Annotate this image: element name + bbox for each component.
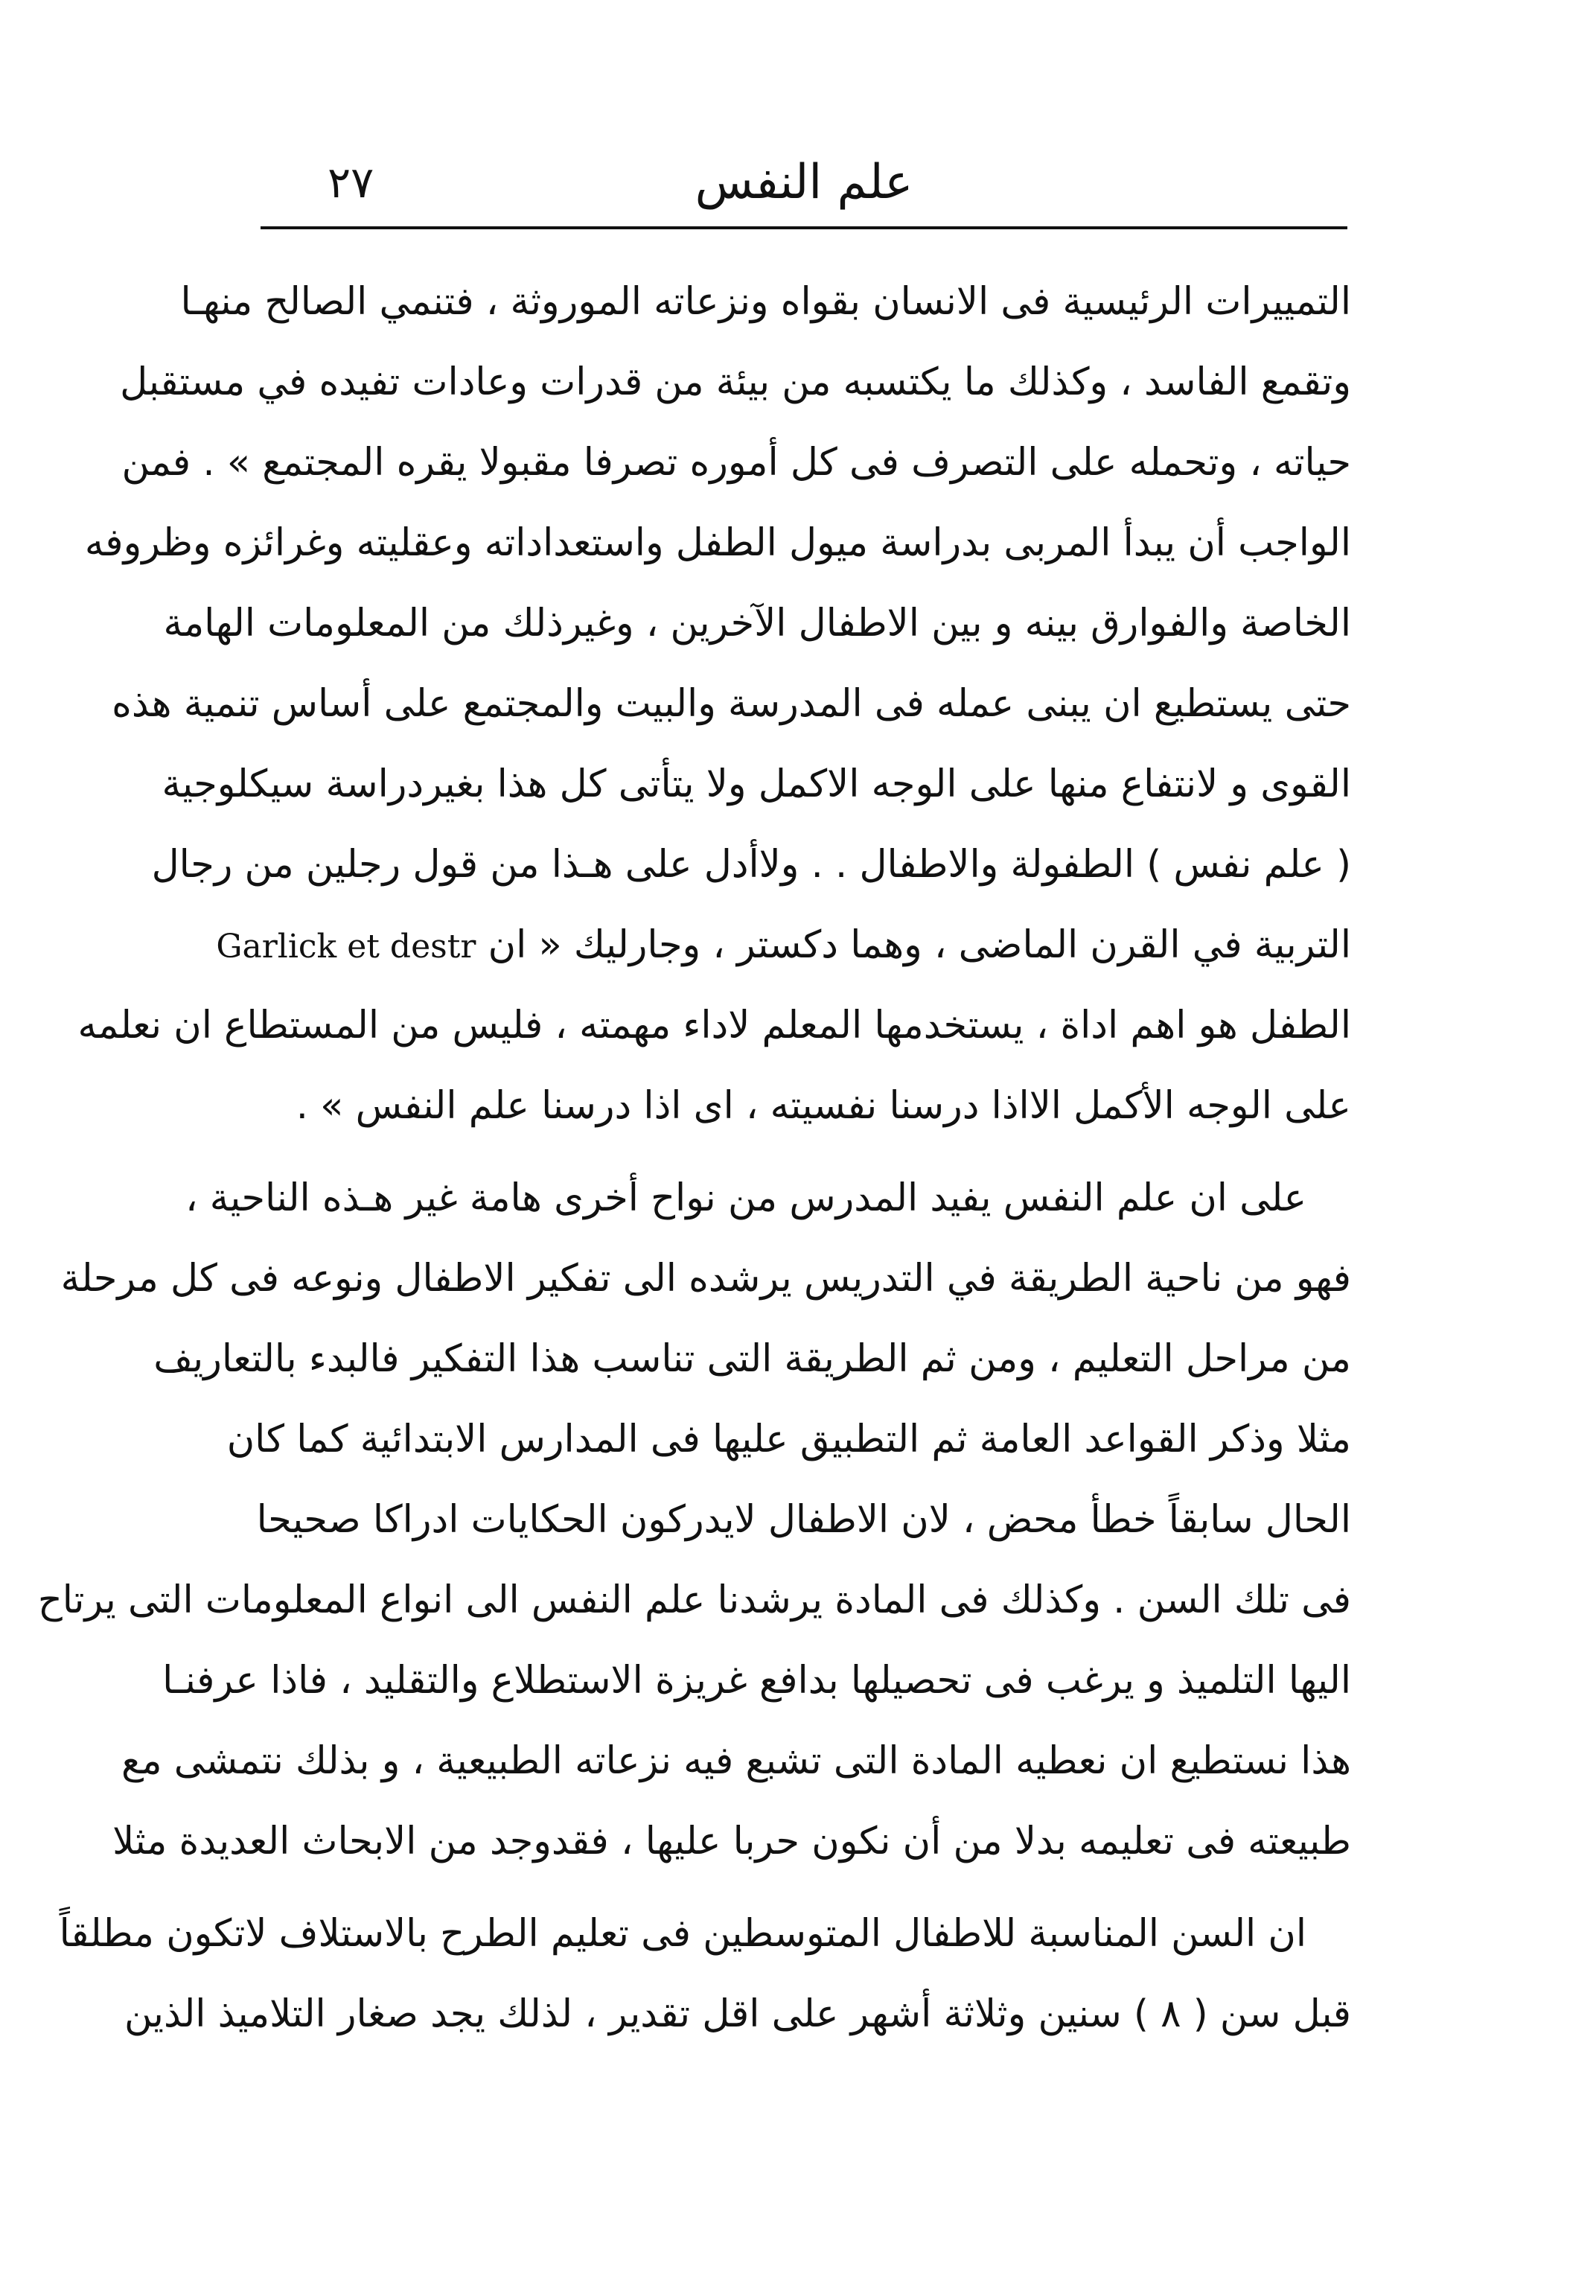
text-line: اليها التلميذ و يرغب فى تحصيلها بدافع غريزة الاستطلاع والتقليد ، فاذا عرفنـا	[162, 1659, 1351, 1703]
text-line-with-latin	[216, 905, 1351, 986]
text-line: قبل سن ( ٨ ) سنين وثلاثة أشهر على اقل تقدير ، لذلك يجد صغار التلاميذ الذين	[124, 1992, 1351, 2036]
text-line: مثلا وذكر القواعد العامة ثم التطبيق عليها فى المدارس الابتدائية كما كان	[226, 1418, 1351, 1461]
text-line: التمييرات الرئيسية فى الانسان بقواه ونزعاته الموروثة ، فتنمي الصالح منهـا	[180, 280, 1351, 324]
body-text	[37, 262, 1351, 2055]
text-line-arabic: التربية في القرن الماضى ، وهما دكستر ، وجارليك « ان	[488, 923, 1351, 967]
page-header-title: علم النفس	[695, 155, 913, 210]
text-line: هذا نستطيع ان نعطيه المادة التى تشبع فيه نزعاته الطبيعية ، و بذلك نتمشى مع	[121, 1739, 1351, 1783]
page-number: ٢٧	[328, 157, 374, 208]
text-line: حتى يستطيع ان يبنى عمله فى المدرسة والبيت والمجتمع على أساس تنمية هذه	[112, 682, 1351, 726]
text-line: القوى و لانتفاع منها على الوجه الاكمل ولا يتأتى كل هذا بغيردراسة سيكلوجية	[162, 762, 1351, 806]
text-line: الواجب أن يبدأ المربى بدراسة ميول الطفل واستعداداته وعقليته وغرائزه وظروفه	[84, 521, 1351, 565]
running-head	[261, 141, 1347, 223]
paragraph-first-line: ان السن المناسبة للاطفال المتوسطين فى تعليم الطرح بالاستلاف لاتكون مطلقاً	[59, 1912, 1306, 1956]
text-line: الحال سابقاً خطأ محض ، لان الاطفال لايدركون الحكايات ادراكا صحيحا	[256, 1498, 1351, 1542]
text-line: فى تلك السن . وكذلك فى المادة يرشدنا علم النفس الى انواع المعلومات التى يرتاح	[37, 1578, 1351, 1622]
text-line: حياته ، وتحمله على التصرف فى كل أموره تصرفا مقبولا يقره المجتمع » . فمن	[121, 441, 1351, 485]
text-line: وتقمع الفاسد ، وكذلك ما يكتسبه من بيئة من قدرات وعادات تفيده في مستقبل	[120, 360, 1351, 404]
text-line: ( علم نفس ) الطفولة والاطفال . . ولاأدل على هـذا من قول رجلين من رجال	[151, 843, 1351, 887]
text-line: الخاصة والفوارق بينه و بين الاطفال الآخرين ، وغيرذلك من المعلومات الهامة	[163, 602, 1351, 645]
text-line: فهو من ناحية الطريقة في التدريس يرشده الى تفكير الاطفال ونوعه فى كل مرحلة	[60, 1257, 1351, 1301]
latin-names: Garlick et destr	[216, 928, 476, 966]
text-line: طبيعته فى تعليمه بدلا من أن نكون حربا عليها ، فقدوجد من الابحاث العديدة مثلا	[112, 1820, 1351, 1863]
text-line: على الوجه الأكمل الااذا درسنا نفسيته ، اى اذا درسنا علم النفس » .	[296, 1084, 1351, 1128]
text-line: من مراحل التعليم ، ومن ثم الطريقة التى تناسب هذا التفكير فالبدء بالتعاريف	[153, 1337, 1351, 1381]
header-rule	[261, 226, 1347, 229]
text-line: الطفل هو اهم اداة ، يستخدمها المعلم لاداء مهمته ، فليس من المستطاع ان نعلمه	[77, 1004, 1351, 1047]
paragraph-first-line: على ان علم النفس يفيد المدرس من نواح أخرى هامة غير هـذه الناحية ،	[185, 1176, 1306, 1220]
